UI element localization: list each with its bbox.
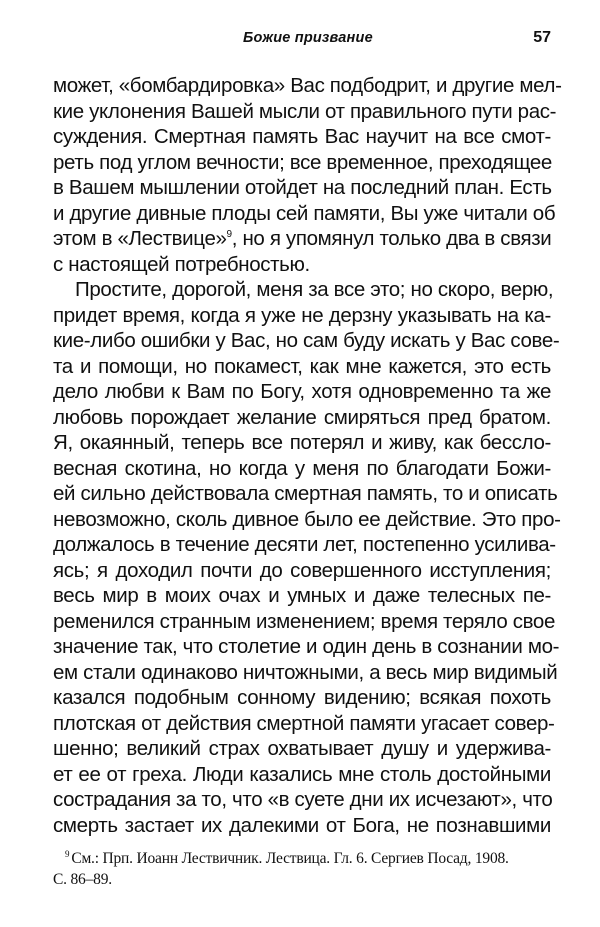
text-line: весь мир в моих очах и умных и даже телесных пе- — [53, 584, 551, 607]
running-title: Божие призвание — [243, 30, 373, 46]
text-line: плотская от действия смертной памяти угасает совер- — [53, 711, 555, 735]
text-line: Я, окаянный, теперь все потерял и живу, как бессло- — [53, 431, 551, 454]
footnote-reference[interactable]: 9 — [226, 229, 232, 241]
text-line-with-footnote-ref — [53, 226, 551, 252]
text-segment: , но я упомянул только два в связи — [231, 227, 552, 250]
text-line: любовь порождает желание смиряться пред братом. — [53, 405, 551, 429]
text-line: может, «бомбардировка» Вас подбодрит, и другие мел- — [53, 74, 562, 97]
page-number: 57 — [533, 29, 551, 46]
text-line: ременился странным изменением; время теряло свое — [53, 609, 556, 633]
text-line: придет время, когда я уже не дерзну указывать на ка- — [53, 303, 551, 327]
text-line: дело любви к Вам по Богу, хотя одновременно та же — [53, 380, 551, 403]
text-line: невозможно, сколь дивное было ее действие. Это про- — [53, 507, 561, 531]
text-line: в Вашем мышлении отойдет на последний план. Есть — [53, 176, 552, 199]
text-line: весная скотина, но когда у меня по благодати Божи- — [53, 456, 551, 480]
footnote-line — [53, 848, 551, 869]
text-line: реть под углом вечности; все временное, преходящее — [53, 150, 552, 174]
text-segment: этом в «Лествице» — [53, 227, 227, 250]
text-line: ем стали одинаково ничтожными, а весь мир видимый — [53, 660, 558, 684]
text-line: казался подобным сонному видению; всякая похоть — [53, 686, 551, 709]
text-line: значение так, что столетие и один день в сознании мо- — [53, 635, 560, 658]
body-text — [53, 73, 562, 838]
text-line: ет ее от греха. Люди казались мне столь достойными — [53, 762, 551, 786]
footnote-mark: 9 — [65, 848, 70, 859]
text-line: шенно; великий страх охватывает душу и удержива- — [53, 737, 551, 760]
text-line: ей сильно действовала смертная память, то и описать — [53, 482, 558, 505]
footnote-text: См.: Прп. Иоанн Лествичник. Лествица. Гл. 6. Сергиев Посад, 1908. — [71, 850, 509, 867]
text-line: сострадания за то, что «в суете дни их исчезают», что — [53, 788, 553, 811]
text-line: ясь; я доходил почти до совершенного исступления; — [53, 558, 551, 582]
text-line: та и помощи, но покамест, как мне кажется, это есть — [53, 354, 551, 378]
text-line: кие уклонения Вашей мысли от правильного пути рас- — [53, 99, 557, 123]
text-line: смерть застает их далекими от Бога, не познавшими — [53, 813, 551, 837]
paragraph-first-line: Простите, дорогой, меня за все это; но скоро, верю, — [75, 278, 554, 301]
running-header — [53, 30, 551, 52]
footnote — [53, 848, 551, 890]
text-line: суждения. Смертная память Вас научит на все смот- — [53, 125, 551, 148]
text-line: кие-либо ошибки у Вас, но сам буду искать у Вас сове- — [53, 329, 560, 352]
text-line: должалось в течение десяти лет, постепенно усилива- — [53, 533, 556, 556]
text-line: с настоящей потребностью. — [53, 252, 310, 276]
text-line: и другие дивные плоды сей памяти, Вы уже читали об — [53, 201, 556, 225]
footnote-line: С. 86–89. — [53, 871, 112, 888]
